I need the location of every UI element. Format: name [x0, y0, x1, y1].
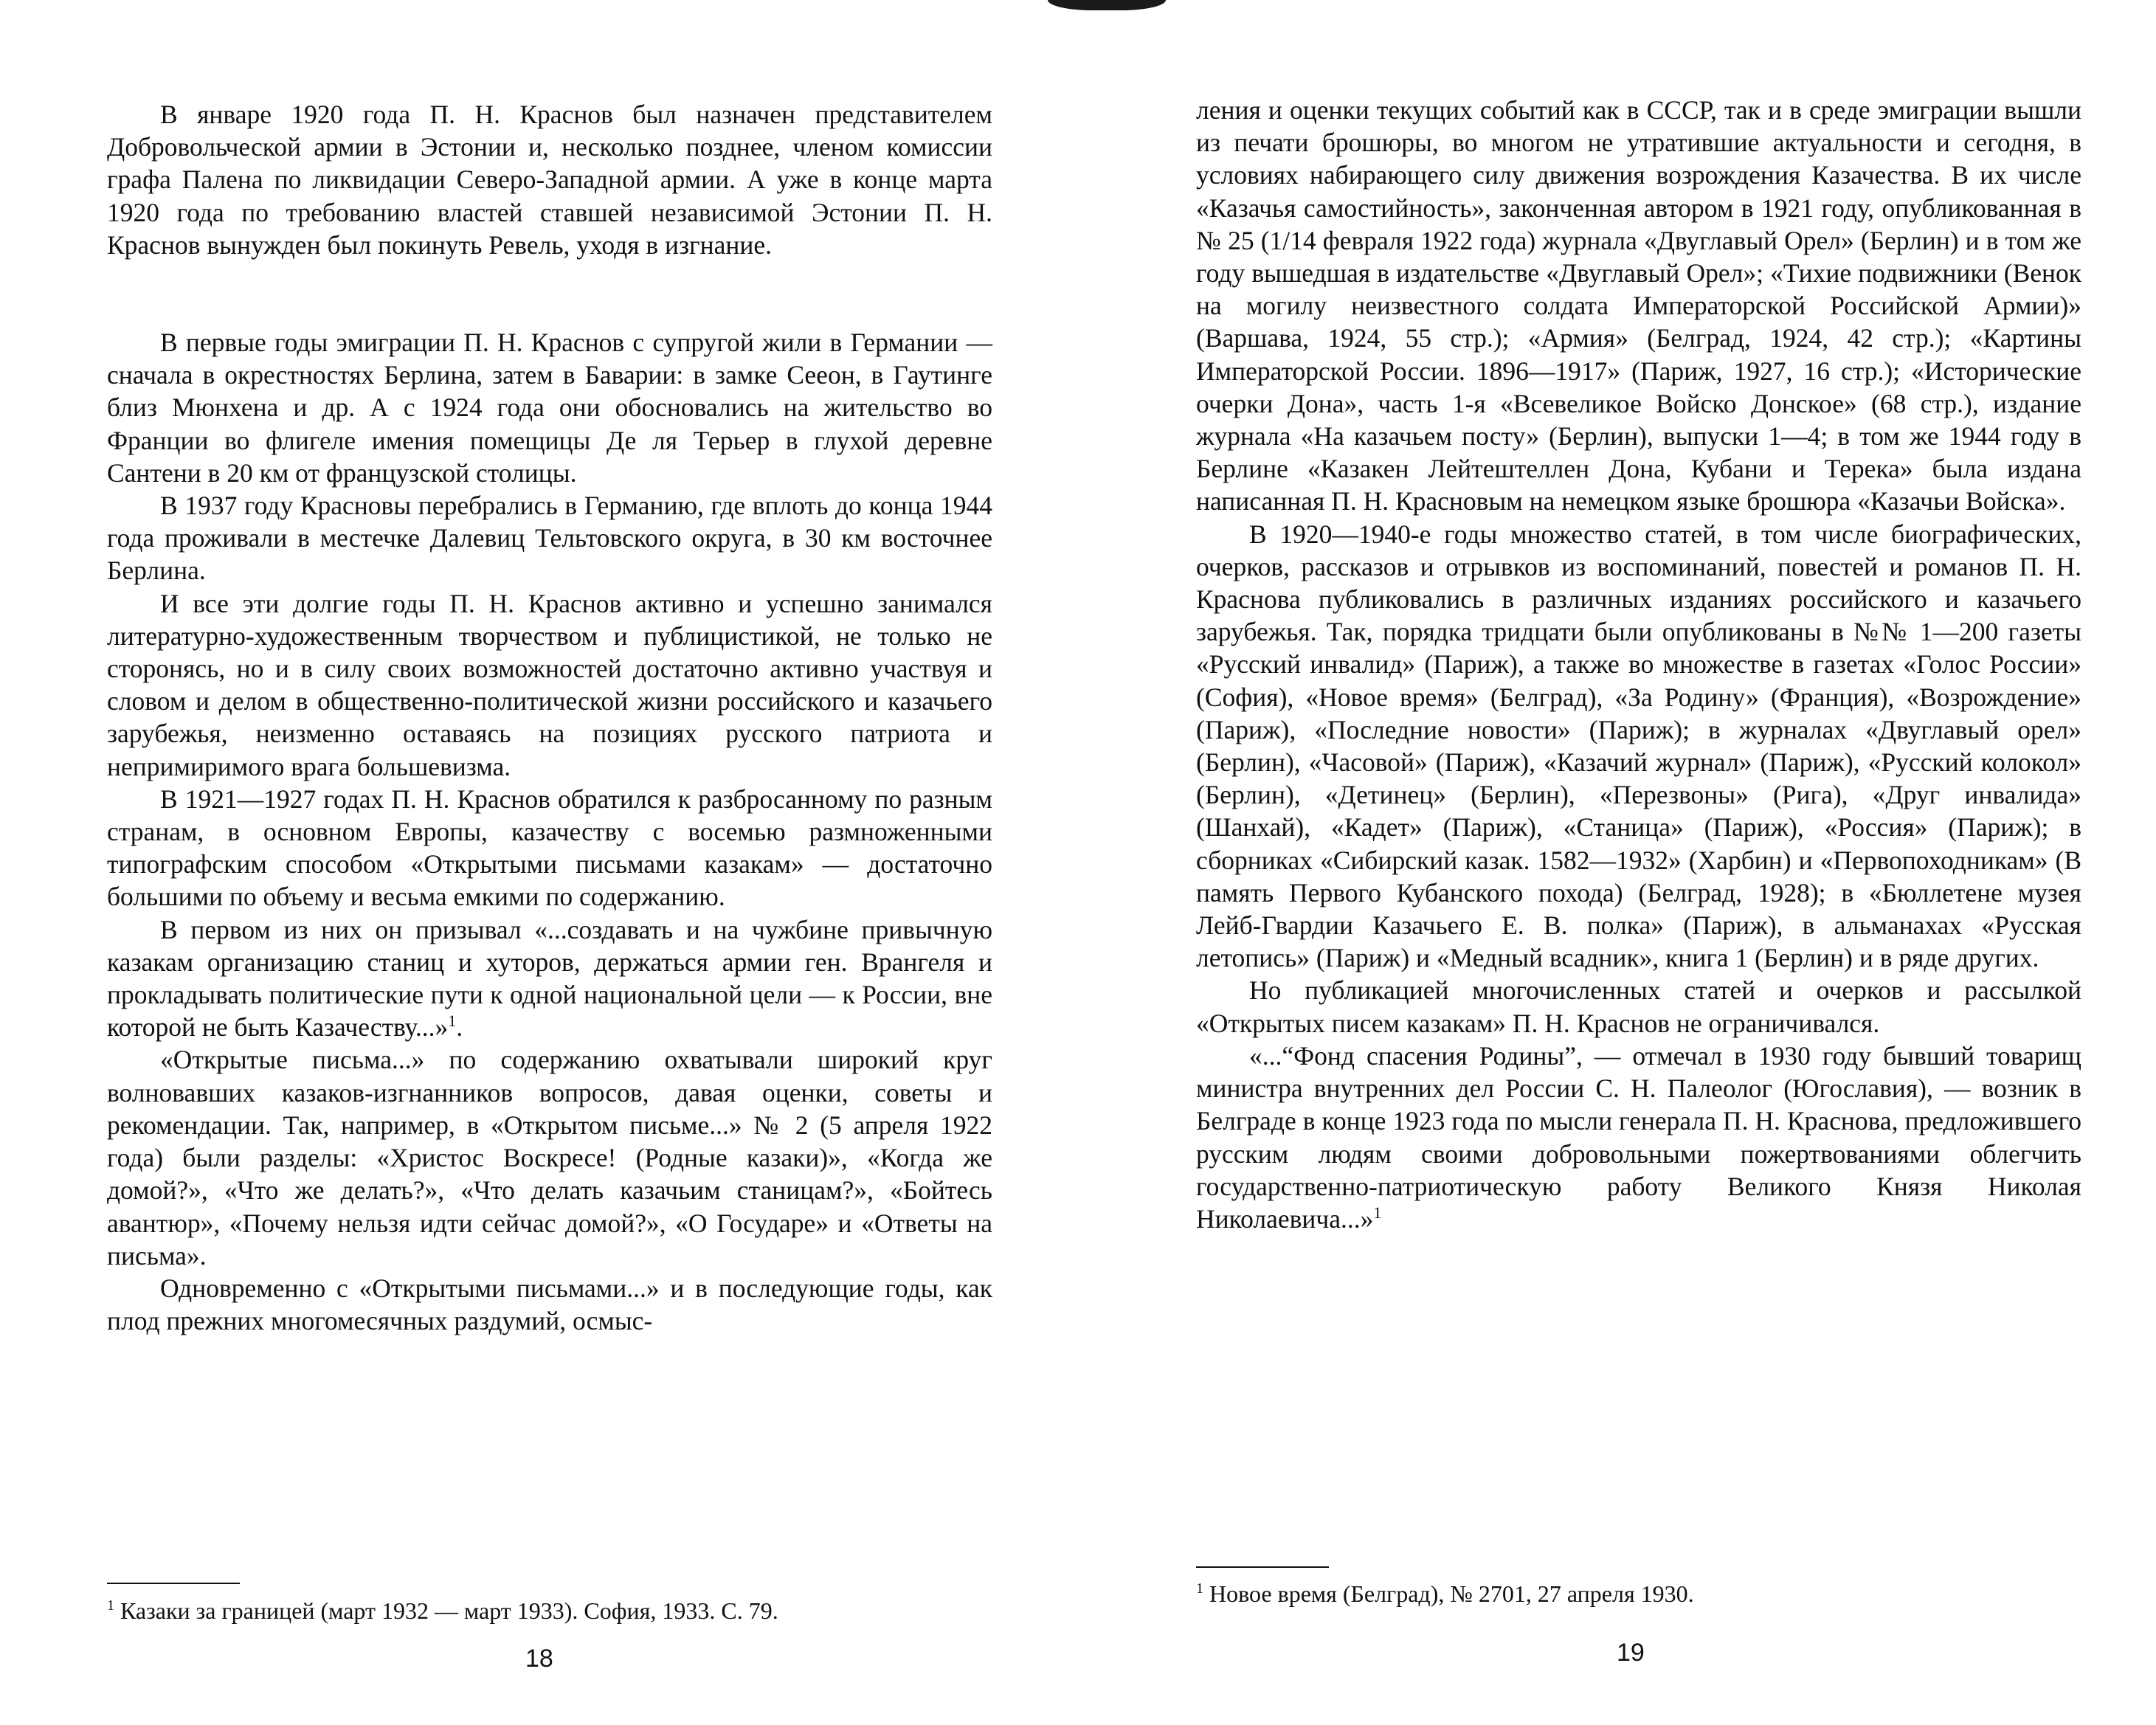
footnote-text: Казаки за границей (март 1932 — март 1933). София, 1933. С. 79.: [120, 1597, 778, 1624]
page-number: 18: [525, 1645, 553, 1673]
footnote: [107, 1596, 778, 1625]
paragraph: В январе 1920 года П. Н. Краснов был назначен представителем Добровольческой армии в Эстонии и, несколько позднее, членом комиссии графа Палена по ликвидации Северо-Западной армии. А уже в конце марта 1920 года по требованию властей ставшей независимой Эстонии П. Н. Краснов вынужден был покинуть Ревель, уходя в изгнание.: [107, 100, 992, 260]
paragraph-text: «...“Фонд спасения Родины”, — отмечал в 1930 году бывший товарищ министра внутренних дел России С. Н. Палеолог (Югославия), — возник в Белграде в конце 1923 года по мысли генерала П. Н. Краснова, предложившего русским людям своими добровольными пожертвованиями облегчить государственно-патриотическую работу Великого Князя Николая Николаевича...»: [1196, 1040, 2081, 1234]
footnote-reference: 1: [1373, 1203, 1382, 1222]
paragraph: В 1937 году Красновы перебрались в Германию, где вплоть до конца 1944 года проживали в местечке Далевиц Тельтовского округа, в 30 км восточнее Берлина.: [107, 491, 992, 586]
footnote: [1196, 1579, 1694, 1608]
right-page: [1078, 0, 2156, 1725]
paragraph: В 1920—1940-е годы множество статей, в том числе биографических, очерков, рассказов и отрывков из воспоминаний, повестей и романов П. Н. Краснова публиковались в различных изданиях российского и казачьего зарубежья. Так, порядка тридцати были опубликованы в №№ 1—200 газеты «Русский инвалид» (Париж), а также во множестве в газетах «Голос России» (София), «Новое время» (Белград), «За Родину» (Франция), «Возрождение» (Париж), «Последние новости» (Париж); в журналах «Двуглавый орел» (Берлин), «Часовой» (Париж), «Казачий журнал» (Париж), «Русский колокол» (Берлин), «Детинец» (Берлин), «Перезвоны» (Рига), «Друг инвалида» (Шанхай), «Кадет» (Париж), «Станица» (Париж), «Россия» (Париж); в сборниках «Сибирский казак. 1582—1932» (Харбин) и «Первопоходникам» (В память Первого Кубанского похода) (Белград, 1928); в «Бюллетене музея Лейб-Гвардии Казачьего Е. В. полка» (Париж), в альманахах «Русская летопись» (Париж) и «Медный всадник», книга 1 (Берлин) и в ряде других.: [1196, 519, 2081, 973]
paragraph-with-footnote: В первом из них он призывал «...создавать и на чужбине привычную казакам организацию станиц и хуторов, держаться армии ген. Врангеля и прокладывать политические пути к одной национальной цели — к России, вне которой не быть Казачеству...»$^1$.: [107, 914, 992, 1043]
paragraph: Одновременно с «Открытыми письмами...» и в последующие годы, как плод прежних многомесячных раздумий, осмыс-: [107, 1273, 992, 1336]
right-page-body: [1196, 94, 2081, 1235]
footnote-marker: 1: [1196, 1580, 1203, 1597]
paragraph: И все эти долгие годы П. Н. Краснов активно и успешно занимался литературно-художественным творчеством и публицистикой, не только не сторонясь, но и в силу своих возможностей достаточно активно участвуя и словом и делом в общественно-политической жизни российского и казачьего зарубежья, неизменно оставаясь на позициях русского патриота и непримиримого врага большевизма.: [107, 588, 992, 781]
footnote-text: Новое время (Белград), № 2701, 27 апреля 1930.: [1209, 1580, 1694, 1607]
footnote-divider: [107, 1583, 240, 1584]
footnote-marker: 1: [107, 1597, 114, 1614]
footnote-divider: [1196, 1566, 1329, 1568]
paragraph: В 1921—1927 годах П. Н. Краснов обратился к разбросанному по разным странам, в основном Европы, казачеству с восемью размноженными типографским способом «Открытыми письмами казакам» — достаточно большими по объему и весьма емкими по содержанию.: [107, 784, 992, 912]
paragraph-with-footnote: [1196, 1040, 2081, 1235]
paragraph: Но публикацией многочисленных статей и очерков и рассылкой «Открытых писем казакам» П. Н. Краснов не ограничивался.: [1196, 975, 2081, 1038]
left-page-body: [107, 98, 992, 1337]
paragraph-text: В первом из них он призывал «...создавать и на чужбине привычную казакам организацию станиц и хуторов, держаться армии ген. Врангеля и прокладывать политические пути к одной национальной цели — к России, вне которой не быть Казачеству...»: [107, 914, 992, 1043]
footnote-reference: 1: [448, 1012, 457, 1031]
paragraph: В первые годы эмиграции П. Н. Краснов с супругой жили в Германии — сначала в окрестностях Берлина, затем в Баварии: в замке Сееон, в Гаутинге близ Мюнхена и др. А с 1924 года они обосновались на жительство во Франции во флигеле имения помещицы Де ля Терьер в глухой деревне Сантени в 20 км от французской столицы.: [107, 328, 992, 488]
page-number: 19: [1617, 1639, 1645, 1667]
paragraph: «Открытые письма...» по содержанию охватывали широкий круг волновавших казаков-изгнанников вопросов, давая оценки, советы и рекомендации. Так, например, в «Открытом письме...» № 2 (5 апреля 1922 года) были разделы: «Христос Воскресе! (Родные казаки)», «Когда же домой?», «Что же делать?», «Что делать казачьим станицам?», «Бойтесь авантюр», «Почему нельзя идти сейчас домой?», «О Государе» и «Ответы на письма».: [107, 1045, 992, 1271]
paragraph-continuation: ления и оценки текущих событий как в СССР, так и в среде эмиграции вышли из печати брошюры, во многом не утратившие актуальности и сегодня, в условиях набирающего силу движения возрождения Казачества. В их числе «Казачья самостийность», законченная автором в 1921 году, опубликованная в № 25 (1/14 февраля 1922 года) журнала «Двуглавый Орел» (Берлин) и в том же году вышедшая в издательстве «Двуглавый Орел»; «Тихие подвижники (Венок на могилу неизвестного солдата Императорской Российской Армии)» (Варшава, 1924, 55 стр.); «Армия» (Белград, 1924, 42 стр.); «Картины Императорской России. 1896—1917» (Париж, 1927, 16 стр.); «Исторические очерки Дона», часть 1-я «Всевеликое Войско Донское» (68 стр.), издание журнала «На казачьем посту» (Берлин), выпуски 1—4; в том же 1944 году в Берлине «Казакен Лейтештеллен Дона, Кубани и Терека» была издана написанная П. Н. Красновым на немецком языке брошюра «Казачьи Войска».: [1196, 95, 2081, 516]
